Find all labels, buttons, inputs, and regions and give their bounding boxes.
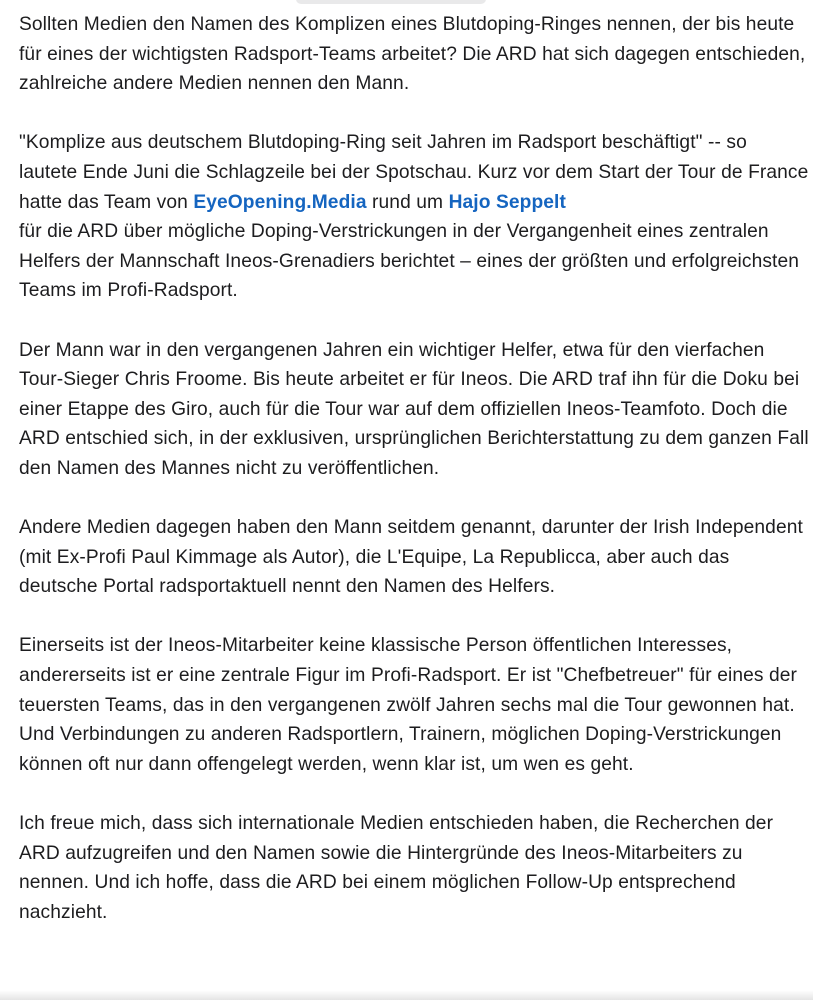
paragraph-5-text: Einerseits ist der Ineos-Mitarbeiter keine klassische Person öffentlichen Interesses, andererseits ist er eine zentrale Figur im Profi-Radsport. Er ist "Chefbetreuer" für eines der teuersten Teams, das in den vergangenen zwölf Jahren sechs mal die Tour gewonnen hat. Und Verbindungen zu anderen Radsportlern, Trainern, möglichen Doping-Verstrickungen können oft nur dann offengelegt werden, wenn klar ist, um wen es geht.	[19, 635, 798, 775]
paragraph-1	[19, 10, 809, 99]
paragraph-6	[19, 809, 809, 927]
paragraph-1-text: Sollten Medien den Namen des Komplizen eines Blutdoping-Ringes nennen, der bis heute für eines der wichtigsten Radsport-Teams arbeitet? Die ARD hat sich dagegen entschieden, zahlreiche andere Medien nennen den Mann.	[19, 14, 806, 95]
hajo-seppelt-link[interactable]: Hajo Seppelt	[448, 191, 566, 213]
article-body	[19, 10, 809, 957]
paragraph-2-text-middle: rund um	[366, 191, 449, 213]
eyeopening-media-link[interactable]: EyeOpening.Media	[193, 191, 367, 213]
paragraph-2-text-end: für die ARD über mögliche Doping-Verstrickungen in der Vergangenheit eines zentralen Helfers der Mannschaft Ineos-Grenadiers berichtet – eines der größten und erfolgreichsten Teams im Profi-Radsport.	[19, 221, 800, 302]
paragraph-4-text: Andere Medien dagegen haben den Mann seitdem genannt, darunter der Irish Independent (mit Ex-Profi Paul Kimmage als Autor), die L'Equipe, La Republicca, aber auch das deutsche Portal radsportaktuell nennt den Namen des Helfers.	[19, 517, 803, 598]
bottom-edge-shadow	[0, 990, 813, 1000]
paragraph-3	[19, 336, 809, 484]
paragraph-2-text-start: "Komplize aus deutschem Blutdoping-Ring seit Jahren im Radsport beschäftigt" -- so lautete Ende Juni die Schlagzeile bei der Spotschau. Kurz vor dem Start der Tour de France hatte das Team von	[19, 132, 809, 213]
top-tab-handle	[296, 0, 486, 4]
paragraph-6-text: Ich freue mich, dass sich internationale Medien entschieden haben, die Recherchen der ARD aufzugreifen und den Namen sowie die Hintergründe des Ineos-Mitarbeiters zu nennen. Und ich hoffe, dass die ARD bei einem möglichen Follow-Up entsprechend nachzieht.	[19, 813, 774, 923]
paragraph-5	[19, 631, 809, 779]
paragraph-3-text: Der Mann war in den vergangenen Jahren ein wichtiger Helfer, etwa für den vierfachen Tour-Sieger Chris Froome. Bis heute arbeitet er für Ineos. Die ARD traf ihn für die Doku bei einer Etappe des Giro, auch für die Tour war auf dem offiziellen Ineos-Teamfoto. Doch die ARD entschied sich, in der exklusiven, ursprünglichen Berichterstattung zu dem ganzen Fall den Namen des Mannes nicht zu veröffentlichen.	[19, 339, 809, 479]
paragraph-2	[19, 128, 809, 306]
paragraph-4	[19, 513, 809, 602]
